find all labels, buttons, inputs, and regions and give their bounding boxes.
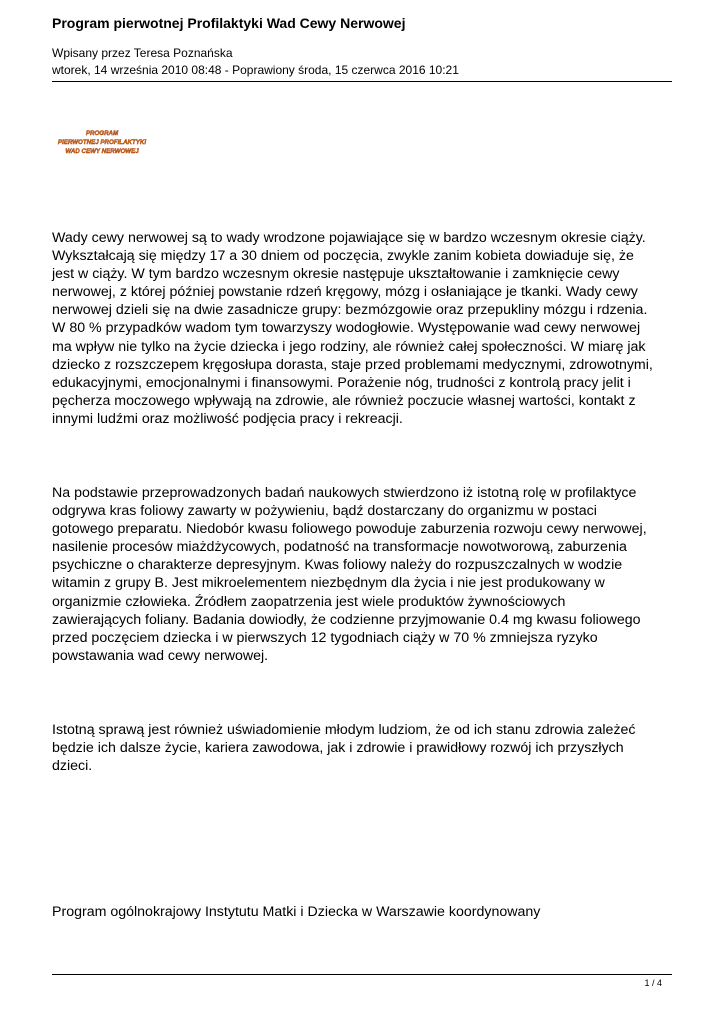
text-line: Na podstawie przeprowadzonych badań naukowych stwierdzono iż istotną rolę w profilaktyce [52, 485, 637, 501]
text-line: nerwowej, z której później powstanie rdzeń kręgowy, mózg i osłaniające je tkanki. Wady cewy [52, 284, 638, 301]
article-paragraph-1 [52, 229, 677, 428]
text-line: Program ogólnokrajowy Instytutu Matki i Dziecka w Warszawie koordynowany [52, 904, 541, 920]
text-line: zawierających foliany. Badania dowiodły, że codzienne przyjmowanie 0.4 mg kwasu foliowego [52, 611, 641, 628]
text-line: W 80 % przypadków wadom tym towarzyszy wodogłowie. Występowanie wad cewy nerwowej [52, 320, 641, 337]
page-number: 1 / 4 [644, 978, 662, 988]
header-divider [52, 81, 672, 82]
text-line: witamin z grupy B. Jest mikroelementem niezbędnym dla życia i nie jest produkowany w [52, 575, 605, 592]
text-line: dziecko z rozszczepem kręgosłupa dorasta, staje przed problemami medycznymi, zdrowotnymi, [52, 356, 653, 373]
date-line: wtorek, 14 września 2010 08:48 - Poprawiony środa, 15 czerwca 2016 10:21 [52, 63, 459, 77]
text-line: edukacyjnymi, emocjonalnymi i finansowymi. Porażenie nóg, trudności z kontrolą pracy jelit i [52, 374, 631, 391]
text-line: organizmie człowieka. Źródłem zaopatrzenia jest wiele produktów żywnościowych [52, 593, 566, 610]
logo-line-2: PIERWOTNEJ PROFILAKTYKI [57, 139, 147, 146]
text-line: ma wpływ nie tylko na życie dziecka i jego rodziny, ale również całej społeczności. W miarę jak [52, 338, 646, 355]
author-line: Wpisany przez Teresa Poznańska [52, 46, 233, 60]
text-line: jest w ciąży. W tym bardzo wczesnym okresie następuje ukształtowanie i zamknięcie cewy [52, 266, 620, 283]
text-line: dzieci. [52, 758, 93, 775]
page-title: Program pierwotnej Profilaktyki Wad Cewy Nerwowej [52, 15, 406, 31]
text-line: przed poczęciem dziecka i w pierwszych 12 tygodniach ciąży w 70 % zmniejsza ryzyko [52, 629, 598, 646]
logo-line-1: PROGRAM [85, 130, 119, 137]
text-line: Istotną sprawą jest również uświadomienie młodym ludziom, że od ich stanu zdrowia zależeć [52, 722, 636, 738]
article-paragraph-3 [52, 721, 677, 775]
text-line: gotowego preparatu. Niedobór kwasu foliowego powoduje zaburzenia rozwoju cewy nerwowej, [52, 521, 647, 538]
text-line: nasilenie procesów miażdżycowych, podatność na transformacje nowotworową, zaburzenia [52, 539, 627, 556]
text-line: Wykształcają się między 17 a 30 dniem od poczęcia, zwykle zanim kobieta dowiaduje się, że [52, 248, 634, 265]
article-paragraph-4 [52, 903, 677, 921]
text-line: nerwowej dzieli się na dwie zasadnicze grupy: bezmózgowie oraz przepukliny mózgu i rdzenia. [52, 302, 648, 319]
text-line: pęcherza moczowego wpływają na zdrowie, ale również poczucie własnej wartości, kontakt z innymi ludźmi oraz możliwość podjęcia pracy i rekreacji. [52, 392, 636, 427]
article-paragraph-2 [52, 484, 677, 665]
article-meta [52, 45, 459, 79]
text-line: odgrywa kras foliowy zawarty w pożywieniu, bądź dostarczany do organizmu w postaci [52, 503, 597, 520]
footer-divider [52, 974, 672, 975]
logo-line-3: WAD CEWY NERWOWEJ [65, 148, 139, 155]
text-line: powstawania wad cewy nerwowej. [52, 647, 269, 664]
text-line: Wady cewy nerwowej są to wady wrodzone pojawiające się w bardzo wczesnym okresie ciąży. [52, 230, 646, 246]
text-line: psychiczne o charakterze depresyjnym. Kwas foliowy należy do rozpuszczalnych w wodzie [52, 557, 623, 574]
program-logo [52, 127, 152, 159]
text-line: będzie ich dalsze życie, kariera zawodowa, jak i zdrowie i prawidłowy rozwój ich przyszłych [52, 740, 624, 757]
